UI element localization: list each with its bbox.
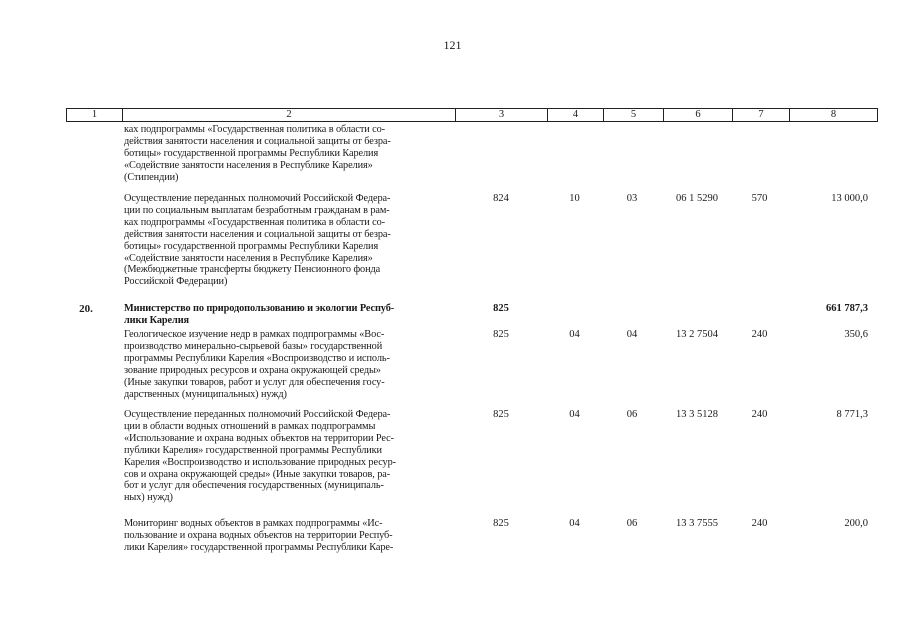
cell-col-7: 240 <box>751 409 768 420</box>
cell-col-5: 04 <box>626 329 638 340</box>
table-header <box>66 108 878 122</box>
cell-col-8: 350,6 <box>844 329 868 340</box>
header-col-4: 4 <box>572 109 579 120</box>
header-col-7: 7 <box>758 109 764 120</box>
row-number: 20. <box>79 303 93 315</box>
row-description: Осуществление переданных полномочий Российской Федера- ции по социальным выплатам безработным гражданам в рам- ках подпрограммы «Государственная политика в области со- действия занятости населения и социальной защиты от безра- ботицы» государственной программы Республики Карелия «Содействие занятости населения в Республике Карелия» (Межбюджетные трансферты бюджету Пенсионного фонда Российской Федерации) <box>124 193 391 288</box>
cell-col-7: 570 <box>751 193 768 204</box>
cell-col-5: 03 <box>626 193 638 204</box>
cell-col-6: 13 3 5128 <box>676 409 718 420</box>
cell-col-6: 06 1 5290 <box>676 193 718 204</box>
cell-col-7: 240 <box>751 518 768 529</box>
header-col-8: 8 <box>830 109 837 120</box>
row-description: Мониторинг водных объектов в рамках подпрограммы «Ис- пользование и охрана водных объектов на территории Респуб- лики Карелия» государственной программы Республики Каре- <box>124 518 394 553</box>
cell-col-4: 10 <box>569 193 580 204</box>
cell-col-4: 04 <box>569 518 580 529</box>
row-description: ках подпрограммы «Государственная политика в области со- действия занятости населения и социальной защиты от безра- ботицы» государственной программы Республики Карелия «Содействие занятости населения в Республике Карелия» (Стипендии) <box>124 124 391 183</box>
row-description: Министерство по природопользованию и экологии Респуб- лики Карелия <box>124 303 395 326</box>
header-col-2: 2 <box>286 109 292 120</box>
row-description: Осуществление переданных полномочий Российской Федера- ции в области водных отношений в рамках подпрограммы «Использование и охрана водных объектов на территории Рес- публики Карелия» государственной программы Республики Карелия «Воспроизводство и использование природных ресур- сов и охрана окружающей среды» (Иные закупки товаров, ра- бот и услуг для обеспечения государственных (муниципаль- ных) нужд) <box>124 409 396 504</box>
cell-col-5: 06 <box>626 409 638 420</box>
cell-col-8: 200,0 <box>844 518 868 529</box>
page-number: 121 <box>443 38 462 52</box>
header-col-5: 5 <box>630 109 637 120</box>
cell-col-3: 825 <box>493 409 509 420</box>
row-description: Геологическое изучение недр в рамках подпрограммы «Вос- производство минерально-сырьевой базы» государственной программы Республики Карелия «Воспроизводство и исполь- зование природных ресурсов и охрана окружающей среды» (Иные закупки товаров, работ и услуг для обеспечения госу- дарственных (муниципальных) нужд) <box>124 329 390 400</box>
cell-col-8: 661 787,3 <box>826 303 868 314</box>
cell-col-3: 825 <box>493 518 509 529</box>
cell-col-6: 13 2 7504 <box>676 329 718 340</box>
cell-col-6: 13 3 7555 <box>676 518 718 529</box>
cell-col-4: 04 <box>569 409 580 420</box>
cell-col-8: 13 000,0 <box>831 193 868 204</box>
cell-col-7: 240 <box>751 329 768 340</box>
cell-col-3: 825 <box>493 329 509 340</box>
cell-col-3: 825 <box>493 303 509 314</box>
header-col-1: 1 <box>91 109 98 120</box>
cell-col-8: 8 771,3 <box>836 409 868 420</box>
cell-col-4: 04 <box>569 329 580 340</box>
header-col-3: 3 <box>498 109 505 120</box>
cell-col-5: 06 <box>626 518 638 529</box>
cell-col-3: 824 <box>493 193 509 204</box>
header-col-6: 6 <box>695 109 701 120</box>
